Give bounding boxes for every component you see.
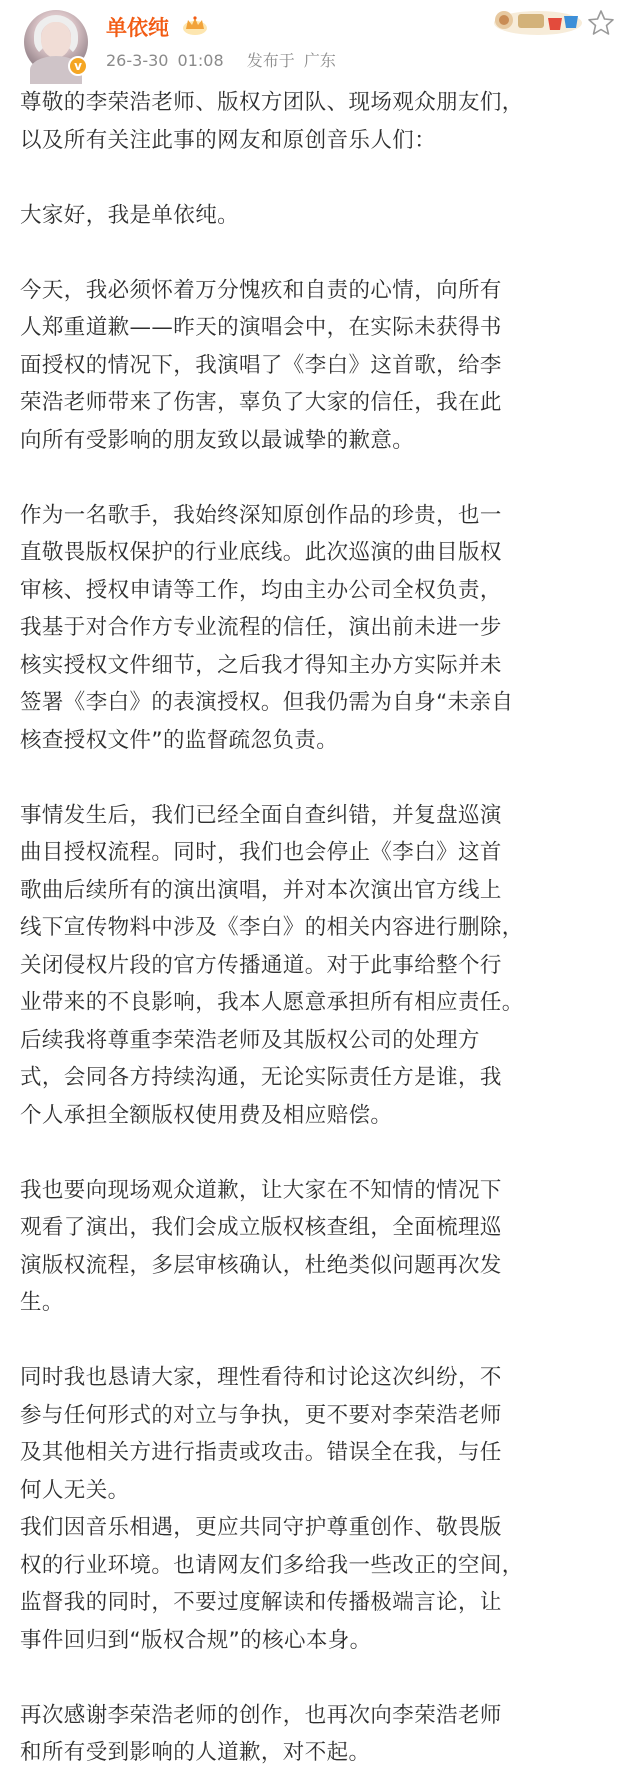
text-line: 我也要向现场观众道歉，让大家在不知情的情况下 xyxy=(20,1177,502,1203)
text-line: 观看了演出，我们会成立版权核查组，全面梳理巡 xyxy=(20,1215,502,1240)
text-line: 大家好，我是单依纯。 xyxy=(20,202,240,228)
text-line: 再次感谢李荣浩老师的创作，也再次向李荣浩老师 xyxy=(20,1702,502,1728)
text-line: 向所有受影响的朋友致以最诚挚的歉意。 xyxy=(20,427,415,453)
paragraph xyxy=(20,797,620,1135)
text-line: 和所有受到影响的人道歉，对不起。 xyxy=(20,1740,371,1765)
paragraph xyxy=(20,1172,620,1322)
post-timestamp: 26-3-30 01:08 xyxy=(106,51,224,70)
paragraph-gap xyxy=(20,459,620,497)
text-line: 同时我也恳请大家，理性看待和讨论这次纠纷，不 xyxy=(20,1365,502,1390)
text-line: 业带来的不良影响，我本人愿意承担所有相应责任。 xyxy=(20,990,524,1015)
text-line: 作为一名歌手，我始终深知原创作品的珍贵，也一 xyxy=(20,502,502,528)
text-line: 式，会同各方持续沟通，无论实际责任方是谁，我 xyxy=(20,1065,502,1090)
text-line: 曲目授权流程。同时，我们也会停止《李白》这首 xyxy=(20,840,502,865)
text-line: 审核、授权申请等工作，均由主办公司全权负责， xyxy=(20,577,502,603)
post-location: 发布于 广东 xyxy=(246,51,336,70)
post-meta xyxy=(106,48,336,71)
text-line: 歌曲后续所有的演出演唱，并对本次演出官方线上 xyxy=(20,877,502,903)
text-line: 我们因音乐相遇，更应共同守护尊重创作、敬畏版 xyxy=(20,1515,502,1540)
text-line: 直敬畏版权保护的行业底线。此次巡演的曲目版权 xyxy=(20,540,502,565)
author-name[interactable]: 单依纯 xyxy=(106,16,169,40)
crown-badge-icon xyxy=(182,14,208,36)
text-line: 线下宣传物料中涉及《李白》的相关内容进行删除， xyxy=(20,915,524,940)
paragraph xyxy=(20,84,620,159)
text-line: 核实授权文件细节，之后我才得知主办方实际并未 xyxy=(20,652,502,678)
text-line: 荣浩老师带来了伤害，辜负了大家的信任，我在此 xyxy=(20,390,502,415)
text-line: 何人无关。 xyxy=(20,1477,130,1503)
avatar-face xyxy=(41,22,71,58)
text-line: 关闭侵权片段的官方传播通道。对于此事给整个行 xyxy=(20,952,502,978)
paragraph xyxy=(20,197,620,235)
paragraph-gap xyxy=(20,1134,620,1172)
paragraph xyxy=(20,1697,620,1772)
text-line: 权的行业环境。也请网友们多给我一些改正的空间， xyxy=(20,1552,524,1578)
text-line: 事情发生后，我们已经全面自查纠错，并复盘巡演 xyxy=(20,802,502,828)
text-line: 事件回归到“版权合规”的核心本身。 xyxy=(20,1627,372,1653)
paragraph xyxy=(20,272,620,460)
text-line: 今天，我必须怀着万分愧疚和自责的心情，向所有 xyxy=(20,277,502,303)
text-line: 以及所有关注此事的网友和原创音乐人们： xyxy=(20,127,437,153)
text-line: 演版权流程，多层审核确认，杜绝类似问题再次发 xyxy=(20,1252,502,1278)
paragraph-gap xyxy=(20,759,620,797)
paragraph-gap xyxy=(20,1322,620,1360)
text-line: 我基于对合作方专业流程的信任，演出前未进一步 xyxy=(20,615,502,640)
paragraph-gap xyxy=(20,234,620,272)
paragraph-gap xyxy=(20,1659,620,1697)
text-line: 核查授权文件”的监督疏忽负责。 xyxy=(20,727,339,753)
verified-badge-icon: v xyxy=(68,56,88,76)
text-line: 人郑重道歉——昨天的演唱会中，在实际未获得书 xyxy=(20,315,502,340)
text-line: 面授权的情况下，我演唱了《李白》这首歌，给李 xyxy=(20,352,502,378)
text-line: 参与任何形式的对立与争执，更不要对李荣浩老师 xyxy=(20,1402,502,1428)
text-line: 个人承担全额版权使用费及相应赔偿。 xyxy=(20,1102,393,1128)
paragraph xyxy=(20,497,620,760)
text-line: 后续我将尊重李荣浩老师及其版权公司的处理方 xyxy=(20,1027,480,1053)
text-line: 生。 xyxy=(20,1290,64,1315)
text-line: 监督我的同时，不要过度解读和传播极端言论，让 xyxy=(20,1590,502,1615)
text-line: 尊敬的李荣浩老师、版权方团队、现场观众朋友们， xyxy=(20,90,524,115)
star-icon[interactable] xyxy=(586,8,616,38)
post-body xyxy=(20,84,620,1772)
post-header xyxy=(0,0,640,84)
paragraph xyxy=(20,1359,620,1659)
paragraph-gap xyxy=(20,159,620,197)
text-line: 及其他相关方进行指责或攻击。错误全在我，与任 xyxy=(20,1440,502,1465)
text-line: 签署《李白》的表演授权。但我仍需为自身“未亲自 xyxy=(20,690,514,715)
sticker-icon xyxy=(490,6,586,40)
